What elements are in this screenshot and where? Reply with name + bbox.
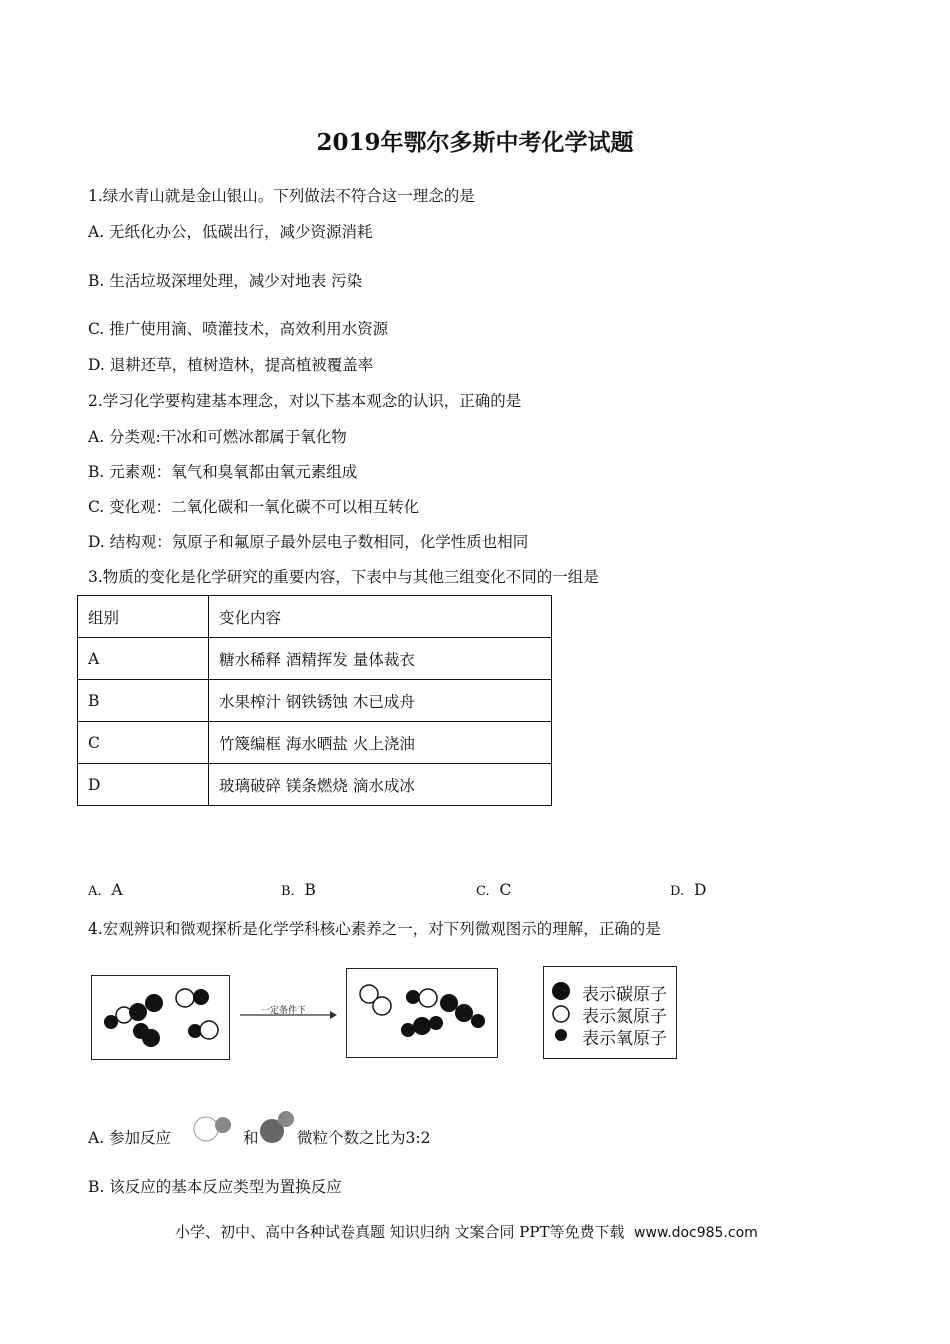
table-header-cell: 组别 xyxy=(78,596,209,638)
q2-option-b: B. 元素观：氧气和臭氧都由氧元素组成 xyxy=(88,463,358,481)
table-cell: 糖水稀释 酒精挥发 量体裁衣 xyxy=(209,638,552,680)
q4-option-a-mid: 和 xyxy=(243,1129,259,1147)
footer-text: 小学、初中、高中各种试卷真题 知识归纳 文案合同 PPT等免费下载 xyxy=(175,1223,625,1241)
table-row xyxy=(78,722,552,764)
q3-table xyxy=(77,595,552,806)
carbon-atom xyxy=(413,1017,431,1035)
answer-value: A xyxy=(111,881,123,899)
q1-stem: 1.绿水青山就是金山银山。下列做法不符合这一理念的是 xyxy=(88,187,475,205)
table-cell: B xyxy=(78,680,209,722)
q4-stem: 4.宏观辨识和微观探析是化学学科核心素养之一，对下列微观图示的理解，正确的是 xyxy=(88,920,661,938)
answer-prefix: C. xyxy=(476,884,490,899)
table-header-row xyxy=(78,596,552,638)
legend-symbols xyxy=(544,967,584,1058)
arrow-label: 一定条件下 xyxy=(261,1006,307,1016)
table-cell: 水果榨汁 钢铁锈蚀 木已成舟 xyxy=(209,680,552,722)
legend-nitrogen: 表示氮原子 xyxy=(582,1007,667,1027)
q2-option-d: D. 结构观：氖原子和氟原子最外层电子数相同，化学性质也相同 xyxy=(88,533,529,551)
q3-answer-a xyxy=(88,881,123,899)
legend-box xyxy=(543,966,677,1059)
table-cell: 竹篾编框 海水晒盐 火上浇油 xyxy=(209,722,552,764)
q4-option-a-prefix: A. 参加反应 xyxy=(88,1129,172,1147)
reactants-box xyxy=(91,975,230,1060)
answer-value: D xyxy=(693,881,707,899)
oxygen-atom xyxy=(401,1023,415,1037)
nitrogen-atom xyxy=(194,1117,218,1141)
q1-option-b: B. 生活垃圾深埋处理，减少对地表 污染 xyxy=(88,272,363,290)
q3-answer-c xyxy=(476,881,511,899)
answer-prefix: A. xyxy=(88,884,102,899)
q3-answer-b xyxy=(281,881,316,899)
table-row xyxy=(78,680,552,722)
nitrogen-atom-icon xyxy=(553,1006,569,1022)
oxygen-atom xyxy=(429,1016,443,1030)
oxygen-atom xyxy=(215,1117,231,1133)
oxygen-atom-icon xyxy=(555,1029,567,1041)
nitrogen-atom xyxy=(176,989,194,1007)
table-cell: A xyxy=(78,638,209,680)
table-row xyxy=(78,764,552,806)
co-molecule-icon xyxy=(258,1109,298,1145)
nitrogen-atom xyxy=(200,1021,218,1039)
q2-stem: 2.学习化学要构建基本理念，对以下基本观念的认识，正确的是 xyxy=(88,392,522,410)
q3-answer-d xyxy=(670,881,706,899)
q1-option-c: C. 推广使用滴、喷灌技术，高效利用水资源 xyxy=(88,320,389,338)
carbon-atom xyxy=(145,994,163,1012)
answer-value: B xyxy=(304,881,316,899)
footer-url[interactable]: www.doc985.com xyxy=(634,1225,758,1241)
carbon-atom xyxy=(455,1004,473,1022)
q2-option-c: C. 变化观：二氧化碳和一氧化碳不可以相互转化 xyxy=(88,498,420,516)
carbon-atom xyxy=(440,994,458,1012)
no-molecule-icon xyxy=(192,1113,238,1145)
footer xyxy=(175,1221,758,1242)
oxygen-atom xyxy=(278,1111,294,1127)
q1-option-a: A. 无纸化办公，低碳出行，减少资源消耗 xyxy=(88,223,373,241)
products-molecules xyxy=(347,969,497,1057)
legend-oxygen: 表示氧原子 xyxy=(582,1029,667,1049)
nitrogen-atom xyxy=(373,997,391,1015)
table-cell: D xyxy=(78,764,209,806)
oxygen-atom xyxy=(406,990,420,1004)
nitrogen-atom xyxy=(419,989,437,1007)
answer-prefix: B. xyxy=(281,884,295,899)
carbon-atom xyxy=(193,989,209,1005)
q3-stem: 3.物质的变化是化学研究的重要内容，下表中与其他三组变化不同的一组是 xyxy=(88,568,599,586)
table-header-cell: 变化内容 xyxy=(209,596,552,638)
table-cell: 玻璃破碎 镁条燃烧 滴水成冰 xyxy=(209,764,552,806)
carbon-atom xyxy=(142,1029,160,1047)
q2-option-a: A. 分类观:干冰和可燃冰都属于氧化物 xyxy=(88,428,347,446)
answer-value: C xyxy=(499,881,512,899)
carbon-atom-icon xyxy=(552,982,570,1000)
q1-option-d: D. 退耕还草，植树造林，提高植被覆盖率 xyxy=(88,356,374,374)
table-row xyxy=(78,638,552,680)
reactants-molecules xyxy=(92,976,229,1059)
carbon-atom xyxy=(129,1003,147,1021)
answer-prefix: D. xyxy=(670,884,685,899)
legend-carbon: 表示碳原子 xyxy=(582,985,667,1005)
q4-option-a-suffix: 微粒个数之比为3:2 xyxy=(297,1129,431,1147)
products-box xyxy=(346,968,498,1058)
oxygen-atom xyxy=(471,1014,485,1028)
table-cell: C xyxy=(78,722,209,764)
q4-option-b: B. 该反应的基本反应类型为置换反应 xyxy=(88,1178,342,1196)
page-title: 2019年鄂尔多斯中考化学试题 xyxy=(316,129,634,156)
